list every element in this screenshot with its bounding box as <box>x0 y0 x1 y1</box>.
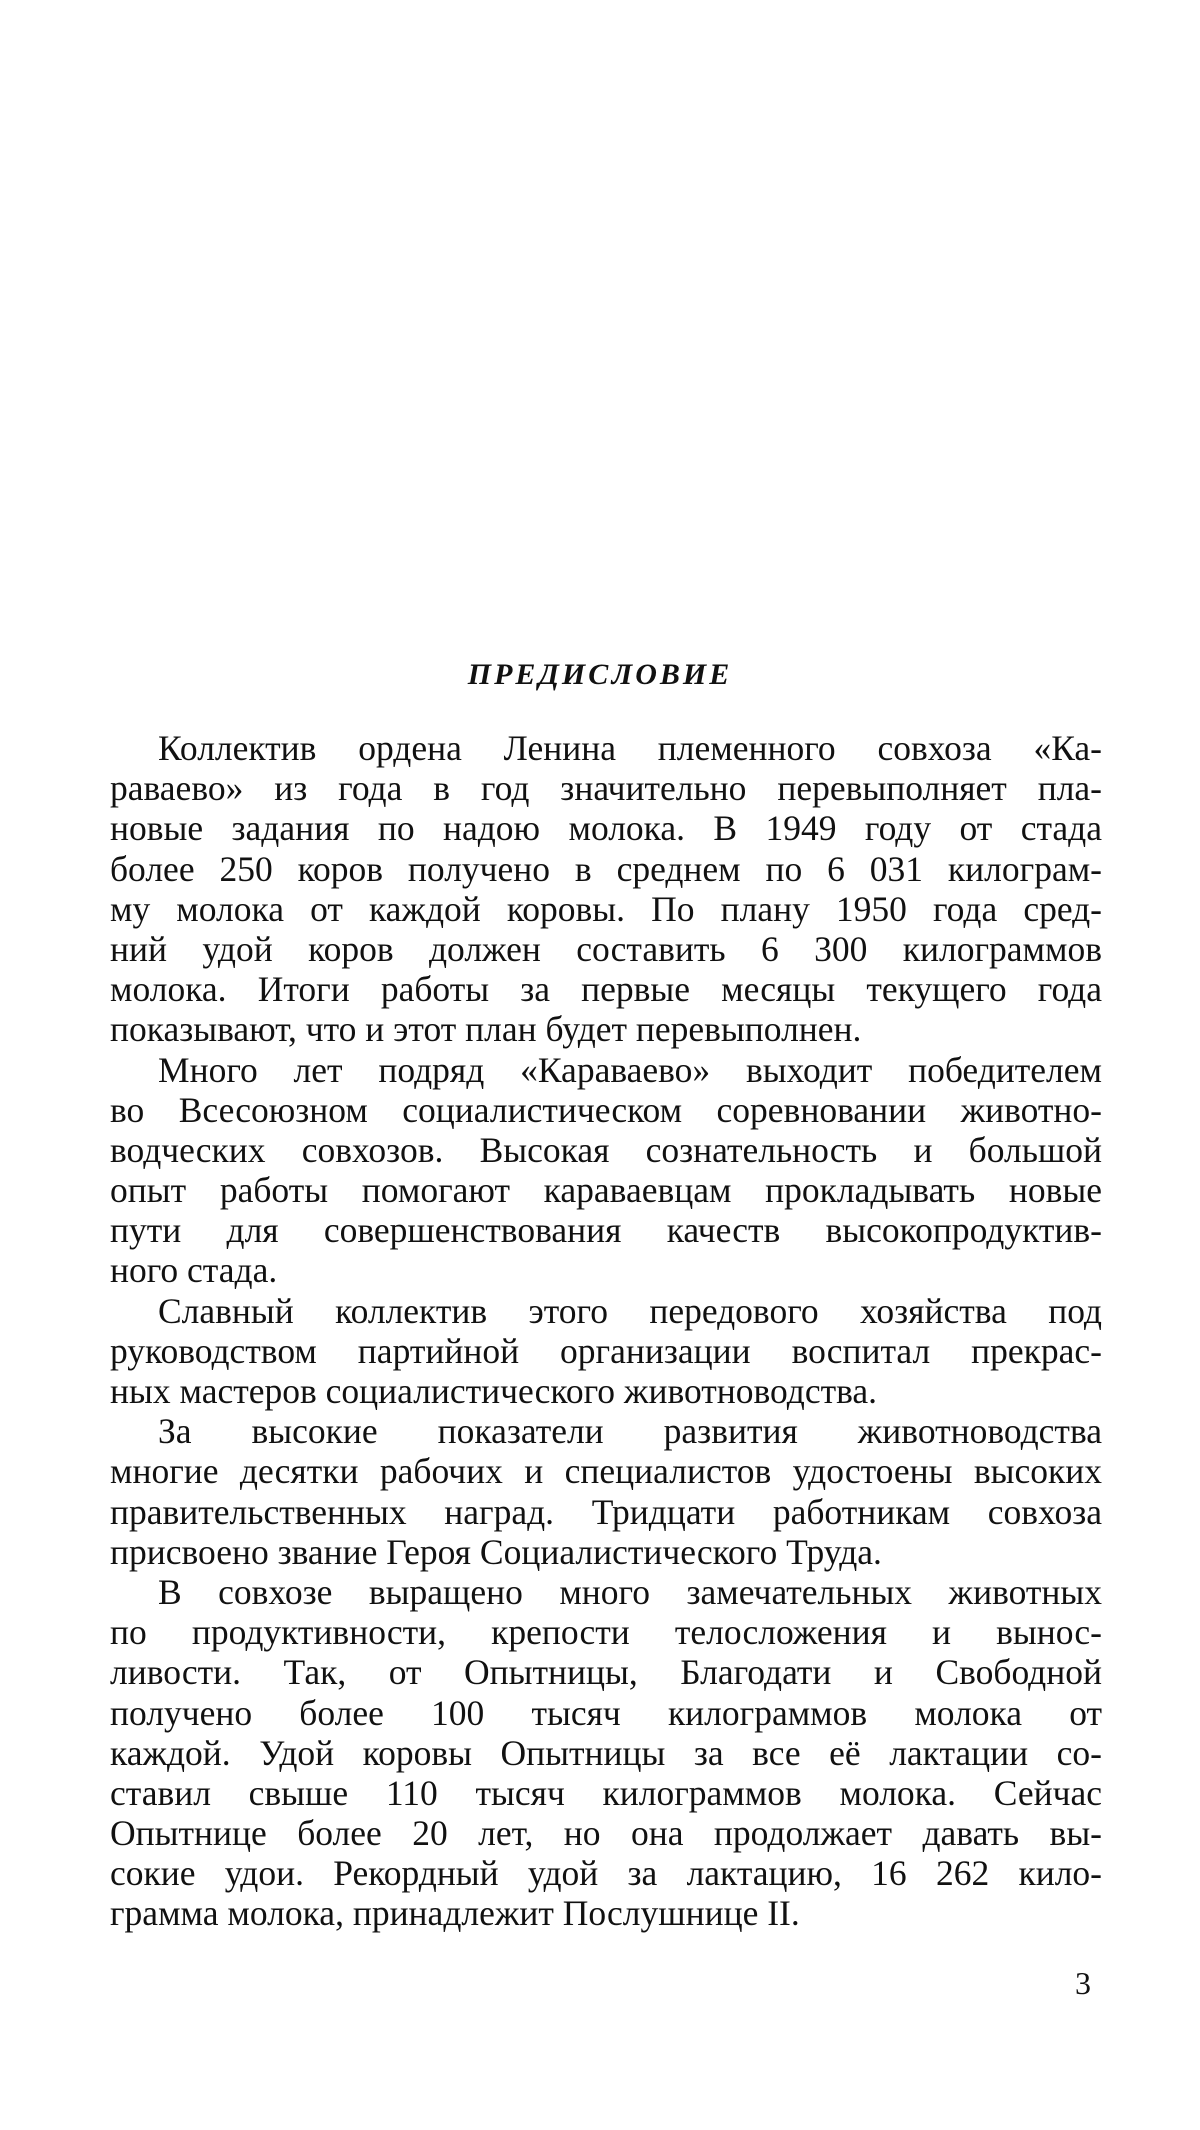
page-number: 3 <box>1075 1965 1091 2001</box>
text-line: многие десятки рабочих и специалистов удостоены высоких <box>110 1451 1102 1492</box>
text-line: присвоено звание Героя Социалистического Труда. <box>110 1531 882 1572</box>
text-line: сокие удои. Рекордный удой за лактацию, 16 262 кило- <box>110 1853 1102 1894</box>
text-line: Славный коллектив этого передового хозяйства под <box>158 1290 1102 1331</box>
text-line: новые задания по надою молока. В 1949 году от стада <box>110 808 1102 849</box>
text-line: получено более 100 тысяч килограммов молока от <box>110 1692 1102 1733</box>
text-line: более 250 коров получено в среднем по 6 031 килограм- <box>110 848 1102 889</box>
text-line: За высокие показатели развития животноводства <box>158 1411 1102 1452</box>
page-title: ПРЕДИСЛОВИЕ <box>467 658 733 691</box>
text-line: му молока от каждой коровы. По плану 1950 года сред- <box>110 888 1102 929</box>
text-line: ного стада. <box>110 1250 278 1291</box>
text-line: В совхозе выращено много замечательных животных <box>158 1571 1102 1612</box>
text-line: молока. Итоги работы за первые месяцы текущего года <box>110 969 1102 1010</box>
text-line: правительственных наград. Тридцати работникам совхоза <box>110 1491 1102 1532</box>
text-line: во Всесоюзном социалистическом соревновании животно- <box>110 1089 1102 1130</box>
text-line: показывают, что и этот план будет перевыполнен. <box>110 1009 862 1050</box>
text-line: ливости. Так, от Опытницы, Благодати и Свободной <box>110 1652 1102 1693</box>
text-line: опыт работы помогают караваевцам прокладывать новые <box>110 1170 1102 1211</box>
text-line: по продуктивности, крепости телосложения и вынос- <box>110 1612 1102 1653</box>
text-line: Коллектив ордена Ленина племенного совхоза «Ка- <box>158 728 1102 768</box>
text-line: Много лет подряд «Караваево» выходит победителем <box>158 1049 1102 1090</box>
text-line: пути для совершенствования качеств высокопродуктив- <box>110 1210 1102 1251</box>
text-line: водческих совхозов. Высокая сознательность и большой <box>110 1129 1102 1170</box>
text-line: ний удой коров должен составить 6 300 килограммов <box>110 928 1102 969</box>
text-line: ных мастеров социалистического животноводства. <box>110 1371 878 1411</box>
text-line: ставил свыше 110 тысяч килограммов молока. Сейчас <box>110 1772 1102 1813</box>
text-line: грамма молока, принадлежит Послушнице II. <box>110 1893 800 1934</box>
text-line: раваево» из года в год значительно перевыполняет пла- <box>110 768 1102 809</box>
text-line: Опытнице более 20 лет, но она продолжает давать вы- <box>110 1813 1102 1854</box>
text-line: руководством партийной организации воспитал прекрас- <box>110 1330 1102 1371</box>
text-line: каждой. Удой коровы Опытницы за все её лактации со- <box>110 1732 1102 1773</box>
body-text <box>110 728 1102 1934</box>
